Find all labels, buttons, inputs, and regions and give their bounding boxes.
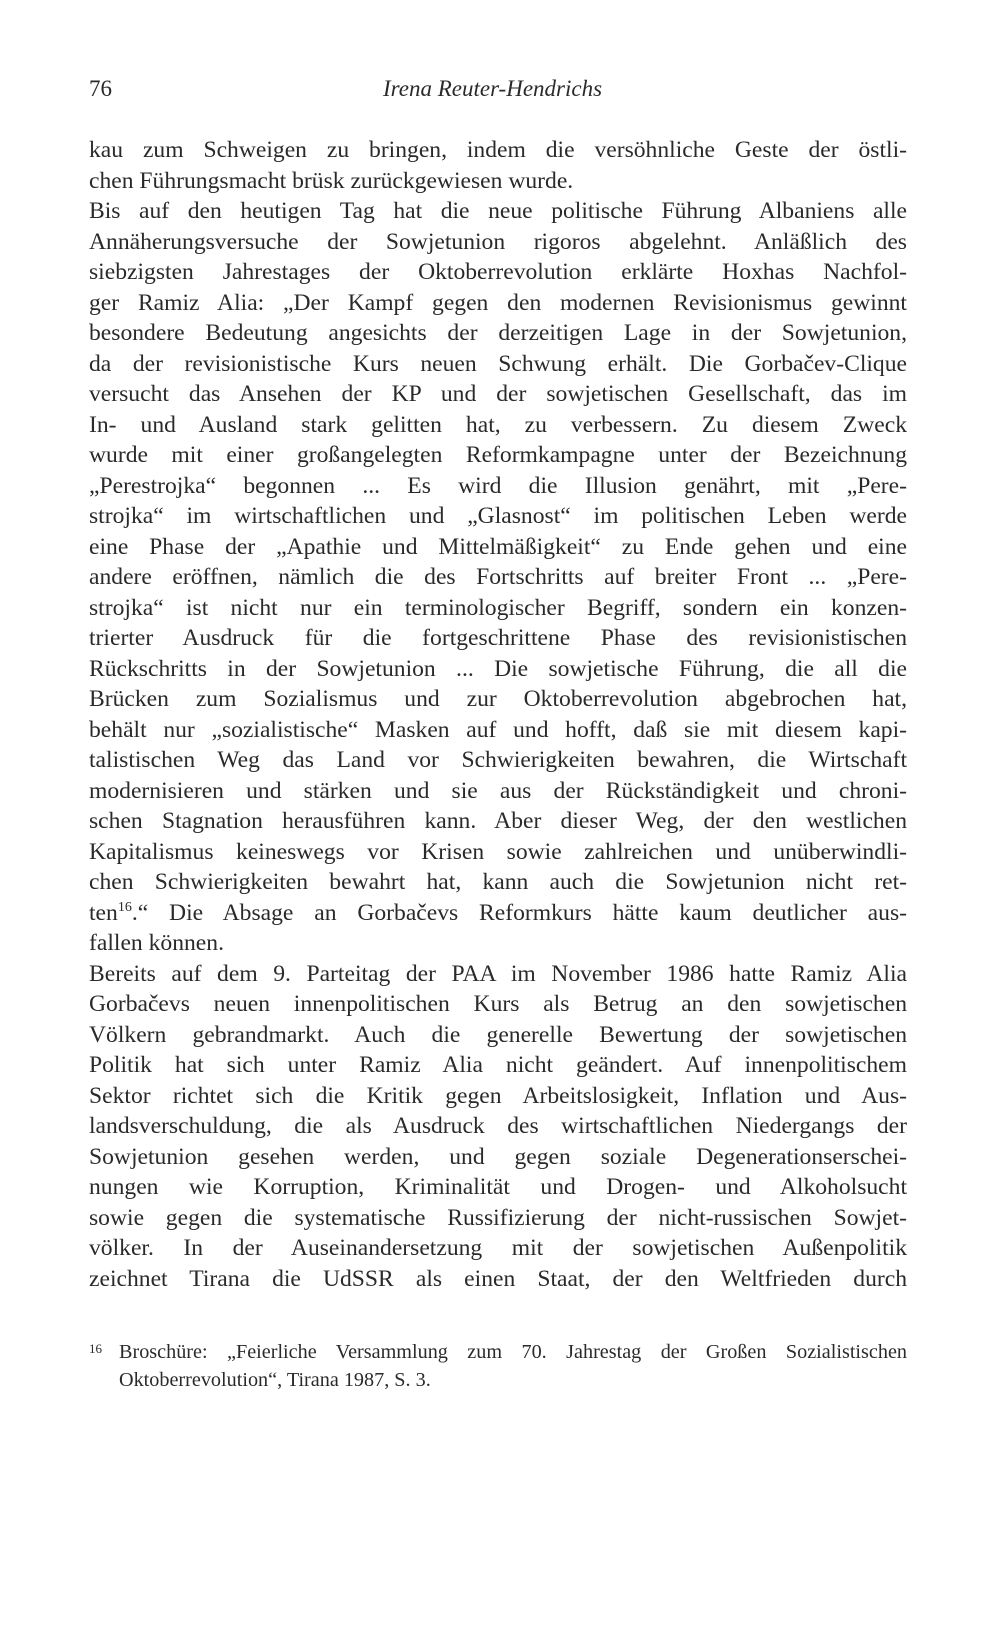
text-line: strojka“ im wirtschaftlichen und „Glasnost“ im politischen Leben werde — [89, 503, 907, 529]
text-line: Gorbačevs neuen innenpolitischen Kurs als Betrug an den sowjetischen — [89, 991, 907, 1017]
text-fragment: ten — [89, 899, 118, 926]
text-line: sowie gegen die systematische Russifizierung der nicht-russischen Sowjet- — [89, 1204, 907, 1231]
text-line: Rückschritts in der Sowjetunion ... Die sowjetische Führung, die all die — [89, 655, 907, 682]
text-line: chen Führungsmacht brüsk zurückgewiesen wurde. — [89, 167, 574, 194]
text-line: da der revisionistische Kurs neuen Schwung erhält. Die Gorbačev-Clique — [89, 350, 907, 377]
text-line-with-footnote-ref — [89, 898, 907, 929]
text-line: nungen wie Korruption, Kriminalität und Drogen- und Alkoholsucht — [89, 1174, 907, 1200]
text-line: Bis auf den heutigen Tag hat die neue politische Führung Albaniens alle — [89, 198, 907, 224]
text-line: besondere Bedeutung angesichts der derzeitigen Lage in der Sowjetunion, — [89, 320, 907, 346]
text-line: „Perestrojka“ begonnen ... Es wird die Illusion genährt, mit „Pere- — [89, 472, 907, 499]
text-line: siebzigsten Jahrestages der Oktoberrevolution erklärte Hoxhas Nachfol- — [89, 259, 907, 285]
text-line: In- und Ausland stark gelitten hat, zu verbessern. Zu diesem Zweck — [89, 411, 907, 438]
text-line: strojka“ ist nicht nur ein terminologischer Begriff, sondern ein konzen- — [89, 594, 907, 621]
text-line: trierter Ausdruck für die fortgeschrittene Phase des revisionistischen — [89, 625, 907, 651]
text-line: chen Schwierigkeiten bewahrt hat, kann auch die Sowjetunion nicht ret- — [89, 869, 907, 895]
text-line: landsverschuldung, die als Ausdruck des wirtschaftlichen Niedergangs der — [89, 1113, 907, 1139]
text-line: zeichnet Tirana die UdSSR als einen Staat, der den Weltfrieden durch — [89, 1265, 907, 1292]
page-header — [89, 76, 909, 106]
text-line: versucht das Ansehen der KP und der sowjetischen Gesellschaft, das im — [89, 381, 907, 407]
footnote-number: 16 — [89, 1341, 102, 1356]
page-number: 76 — [89, 76, 112, 101]
footnote-text — [119, 1338, 907, 1394]
text-line: modernisieren und stärken und sie aus der Rückständigkeit und chroni- — [89, 777, 907, 804]
text-line: Politik hat sich unter Ramiz Alia nicht geändert. Auf innenpolitischem — [89, 1052, 907, 1078]
running-head: Irena Reuter-Hendrichs — [383, 76, 603, 101]
text-line: völker. In der Auseinandersetzung mit der sowjetischen Außenpolitik — [89, 1235, 907, 1261]
text-line: fallen können. — [89, 930, 224, 956]
text-line: Sektor richtet sich die Kritik gegen Arbeitslosigkeit, Inflation und Aus- — [89, 1082, 907, 1109]
text-line: Bereits auf dem 9. Parteitag der PAA im November 1986 hatte Ramiz Alia — [89, 960, 907, 987]
text-line: Brücken zum Sozialismus und zur Oktoberrevolution abgebrochen hat, — [89, 686, 907, 712]
text-line: Kapitalismus keineswegs vor Krisen sowie zahlreichen und unüberwindli- — [89, 838, 907, 865]
text-line: Völkern gebrandmarkt. Auch die generelle Bewertung der sowjetischen — [89, 1021, 907, 1048]
footnote-line: Broschüre: „Feierliche Versammlung zum 70. Jahrestag der Großen Sozialistischen — [119, 1341, 907, 1363]
text-line: behält nur „sozialistische“ Masken auf und hofft, daß sie mit diesem kapi- — [89, 716, 907, 743]
text-line: Sowjetunion gesehen werden, und gegen soziale Degenerationserschei- — [89, 1143, 907, 1170]
footnote-line: Oktoberrevolution“, Tirana 1987, S. 3. — [119, 1369, 431, 1391]
text-line: talistischen Weg das Land vor Schwierigkeiten bewahren, die Wirtschaft — [89, 747, 907, 773]
text-fragment: .“ Die Absage an Gorbačevs Reformkurs hätte kaum deutlicher aus- — [131, 899, 907, 926]
text-line: andere eröffnen, nämlich die des Fortschritts auf breiter Front ... „Pere- — [89, 564, 907, 590]
text-line: ger Ramiz Alia: „Der Kampf gegen den modernen Revisionismus gewinnt — [89, 289, 907, 316]
footnote-reference[interactable]: 16 — [117, 899, 132, 915]
text-line: eine Phase der „Apathie und Mittelmäßigkeit“ zu Ende gehen und eine — [89, 533, 907, 560]
text-line: kau zum Schweigen zu bringen, indem die versöhnliche Geste der östli- — [89, 137, 907, 163]
main-text — [89, 135, 907, 1294]
text-line: wurde mit einer großangelegten Reformkampagne unter der Bezeichnung — [89, 442, 907, 468]
footnote — [89, 1338, 907, 1394]
text-line: schen Stagnation herausführen kann. Aber dieser Weg, der den westlichen — [89, 808, 907, 834]
text-line: Annäherungsversuche der Sowjetunion rigoros abgelehnt. Anläßlich des — [89, 228, 907, 255]
